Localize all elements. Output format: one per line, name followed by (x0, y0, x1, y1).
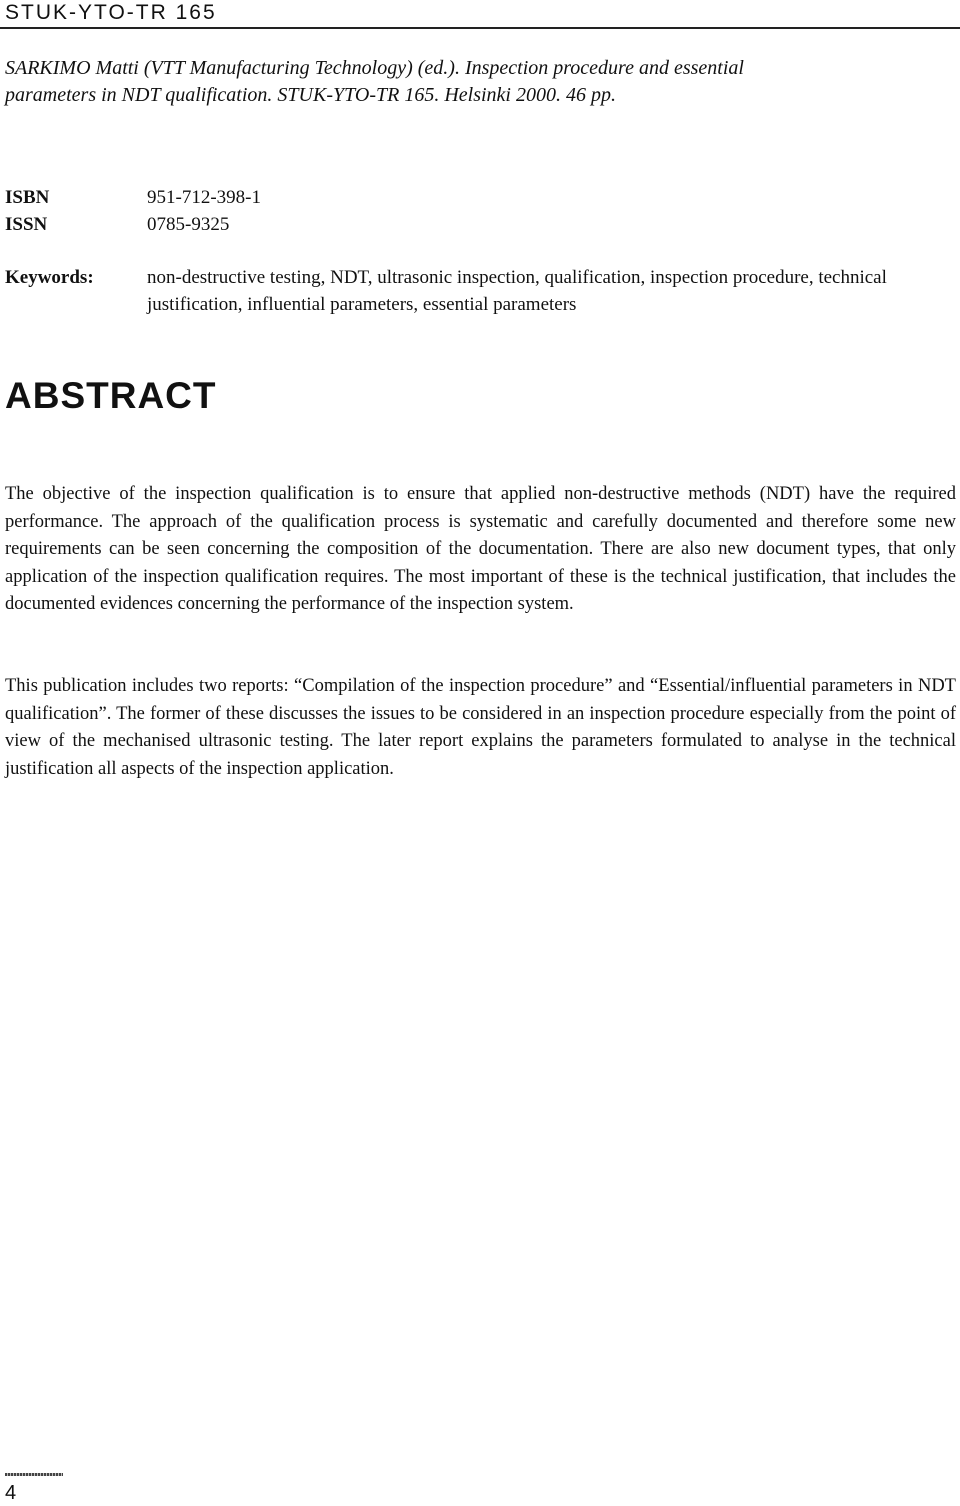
isbn-row (5, 184, 947, 211)
keywords-label: Keywords: (5, 267, 94, 288)
scan-artifact (5, 1473, 63, 1476)
abstract-paragraph-2: This publication includes two reports: “Compilation of the inspection procedure” and “Essential/influential parameters in NDT qualification”. The former of these discusses the issues to be considered in an inspection procedure especially from the point of view of the mechanised ultrasonic testing. The later report explains the parameters formulated to analyse in the technical justification all aspects of the inspection application. (5, 676, 956, 779)
issn-value: 0785-9325 (147, 214, 230, 235)
page-number: 4 (5, 1482, 17, 1504)
citation: SARKIMO Matti (VTT Manufacturing Technology) (ed.). Inspection procedure and essential parameters in NDT qualification. STUK-YTO-TR 165. Helsinki 2000. 46 pp. (5, 57, 744, 106)
keywords-row (5, 264, 887, 318)
isbn-label: ISBN (5, 187, 50, 208)
series-header: STUK-YTO-TR 165 (5, 1, 217, 24)
isbn-value: 951-712-398-1 (147, 187, 261, 208)
keywords-value: non-destructive testing, NDT, ultrasonic inspection, qualification, inspection procedure, technical justification, influential parameters, essential parameters (147, 267, 887, 315)
issn-label: ISSN (5, 214, 48, 235)
abstract-heading: ABSTRACT (5, 375, 217, 416)
header-rule (0, 27, 960, 29)
issn-row (5, 211, 947, 238)
abstract-paragraph-1: The objective of the inspection qualification is to ensure that applied non-destructive methods (NDT) have the required performance. The approach of the qualification process is systematic and carefully documented and therefore some new requirements can be seen concerning the composition of the documentation. There are also new document types, that only application of the inspection qualification requires. The most important of these is the technical justification, that includes the documented evidences concerning the performance of the inspection system. (5, 484, 956, 614)
